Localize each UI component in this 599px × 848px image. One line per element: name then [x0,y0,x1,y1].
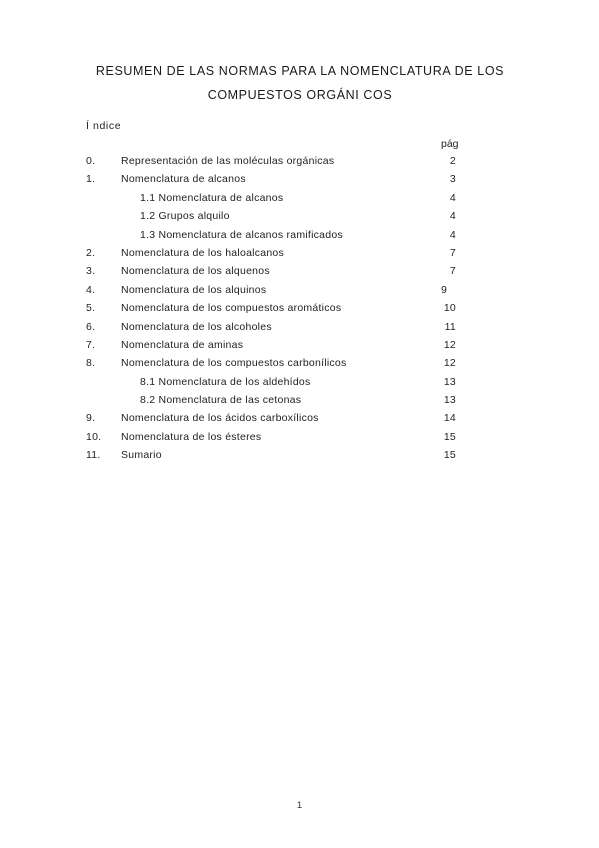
toc-entry-label: Nomenclatura de los compuestos aromáticos [121,302,342,315]
toc-subentry[interactable] [0,376,599,394]
toc-entry-page: 11 [444,320,456,333]
document-title-line-1: RESUMEN DE LAS NORMAS PARA LA NOMENCLATURA DE LOS [95,64,505,78]
toc-entry-number: 3. [86,265,96,278]
toc-subentry[interactable] [0,394,599,412]
table-of-contents [0,155,599,468]
toc-entry-page: 13 [443,375,456,388]
toc-entry-page: 4 [449,210,456,223]
toc-entry[interactable] [0,155,599,173]
toc-entry-label: Nomenclatura de los ésteres [121,430,262,443]
toc-entry-page: 14 [443,412,456,425]
toc-entry-label: 1.3 Nomenclatura de alcanos ramificados [140,228,343,241]
index-heading: Í ndice [86,120,122,132]
toc-entry[interactable] [0,321,599,339]
toc-entry-label: 1.2 Grupos alquilo [140,210,230,223]
toc-subentry[interactable] [0,192,599,210]
toc-entry-label: Nomenclatura de alcanos [121,173,246,186]
toc-entry-number: 4. [86,283,96,296]
toc-entry-number: 2. [86,246,96,259]
toc-entry-page: 15 [443,449,456,462]
toc-entry-number: 7. [86,338,96,351]
toc-entry-page: 10 [443,302,456,315]
toc-entry[interactable] [0,173,599,191]
toc-entry-number: 5. [86,302,96,315]
toc-entry[interactable] [0,247,599,265]
toc-subentry[interactable] [0,229,599,247]
toc-entry-number: 9. [86,412,96,425]
toc-entry-label: 8.2 Nomenclatura de las cetonas [140,394,302,407]
toc-entry-number: 8. [86,357,96,370]
toc-entry-label: Representación de las moléculas orgánicas [121,155,335,167]
toc-entry-number: 0. [86,155,96,167]
toc-entry-label: Nomenclatura de los compuestos carbonílicos [121,357,347,370]
toc-entry[interactable] [0,302,599,320]
toc-entry-page: 12 [443,338,456,351]
toc-entry-label: Sumario [121,449,162,462]
toc-entry-page: 9 [441,283,448,296]
footer-page-number: 1 [296,800,303,811]
toc-entry-number: 10. [86,430,102,443]
toc-subentry[interactable] [0,210,599,228]
toc-entry-label: Nomenclatura de los alquenos [121,265,270,278]
page-column-header: pág [441,138,459,150]
toc-entry-number: 6. [86,320,96,333]
document-title-line-2: COMPUESTOS ORGÁNI COS [207,88,393,102]
toc-entry-label: 1.1 Nomenclatura de alcanos [140,191,284,204]
toc-entry[interactable] [0,431,599,449]
toc-entry[interactable] [0,412,599,430]
toc-entry-number: 11. [86,449,101,462]
toc-entry-page: 7 [449,246,456,259]
toc-entry-label: Nomenclatura de los alquinos [121,283,267,296]
toc-entry[interactable] [0,339,599,357]
toc-entry[interactable] [0,265,599,283]
toc-entry-page: 15 [443,430,456,443]
toc-entry-page: 7 [449,265,456,278]
toc-entry-label: Nomenclatura de los haloalcanos [121,246,285,259]
toc-entry-page: 13 [443,394,456,407]
toc-entry-page: 4 [449,191,456,204]
toc-entry-page: 12 [443,357,456,370]
toc-entry-page: 2 [449,155,456,167]
toc-entry[interactable] [0,284,599,302]
toc-entry-page: 4 [449,228,456,241]
toc-entry-number: 1. [86,173,96,186]
toc-entry-label: 8.1 Nomenclatura de los aldehídos [140,375,311,388]
toc-entry[interactable] [0,357,599,375]
toc-entry-label: Nomenclatura de los alcoholes [121,320,272,333]
toc-entry-label: Nomenclatura de aminas [121,338,244,351]
toc-entry-label: Nomenclatura de los ácidos carboxílicos [121,412,319,425]
toc-entry[interactable] [0,449,599,467]
toc-entry-page: 3 [449,173,456,186]
